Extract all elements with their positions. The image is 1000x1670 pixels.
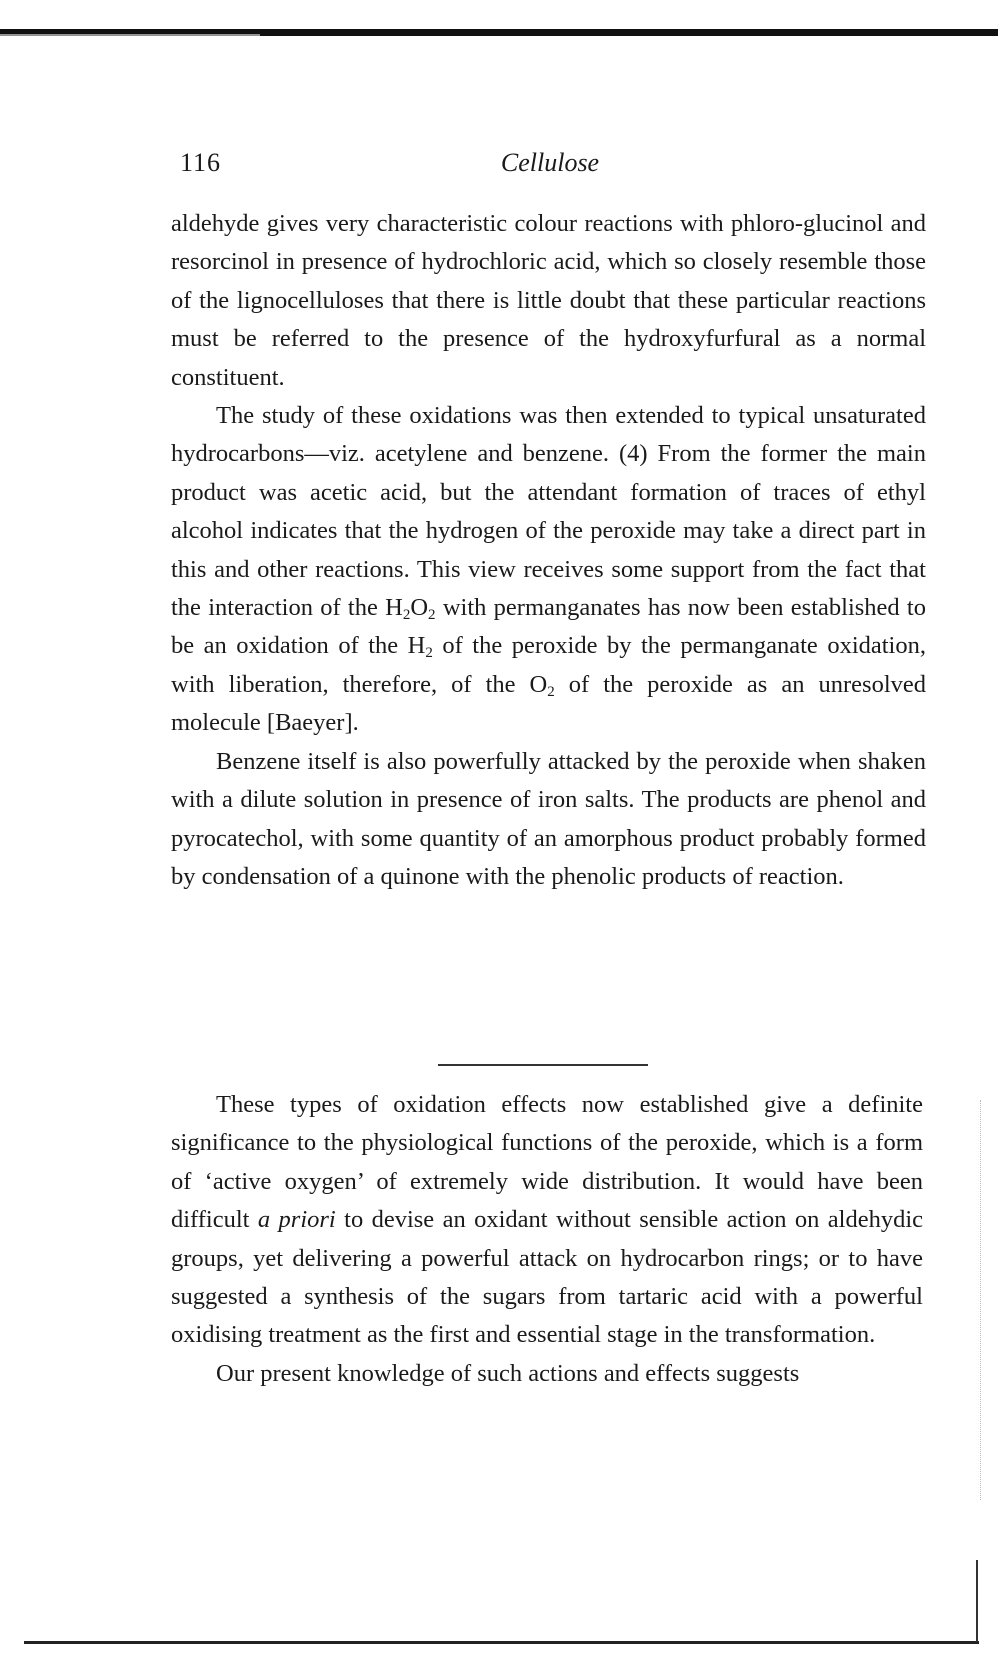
text-block-bottom bbox=[171, 1086, 923, 1393]
paragraph bbox=[171, 205, 926, 397]
right-edge-rule bbox=[976, 1560, 978, 1642]
paragraph bbox=[171, 743, 926, 897]
subscript: 2 bbox=[428, 607, 436, 624]
text-run: with permanganates has now been established to be an oxidation of the H bbox=[171, 594, 926, 660]
top-rule-fade bbox=[0, 34, 260, 37]
text-run: to devise an oxidant without sensible action on aldehydic groups, yet delivering a powerful attack on hydrocarbon rings; or to have suggested a synthesis of the sugars from tartaric acid with a powerful oxidising treatment as the first and essential stage in the transformation. bbox=[171, 1206, 924, 1349]
text-run: of the peroxide by the permanganate oxidation, with liberation, therefore, of the O bbox=[171, 632, 926, 698]
subscript: 2 bbox=[402, 607, 411, 624]
margin-dots bbox=[980, 1100, 982, 1500]
text-run: These types of oxidation effects now established give a definite significance to the physiological functions of the peroxide, which is a form of ‘active oxygen’ of extremely wide distribution. It would have been difficult bbox=[171, 1091, 923, 1234]
section-separator bbox=[438, 1064, 648, 1066]
text-block-top bbox=[171, 205, 926, 896]
paragraph bbox=[171, 397, 926, 743]
subscript: 2 bbox=[547, 683, 555, 700]
page-number: 116 bbox=[180, 148, 222, 177]
page-header bbox=[170, 148, 930, 184]
text-run: The study of these oxidations was then extended to typical unsaturated hydrocarbons—viz. acetylene and benzene. (4) From the former the main product was acetic acid, but the attendant formation of traces of ethyl alcohol indicates that the hydrogen of the peroxide may take a direct part in this and other reactions. This view receives some support from the fact that the interaction of the H bbox=[171, 402, 926, 622]
bottom-rule bbox=[24, 1641, 979, 1644]
text-run: of the peroxide as an unresolved molecule [Baeyer]. bbox=[171, 670, 926, 737]
running-title: Cellulose bbox=[500, 148, 600, 177]
text-run: aldehyde gives very characteristic colour reactions with phloro-glucinol and resorcinol in presence of hydrochloric acid, which so closely resemble those of the lignocelluloses that there is little doubt that these particular reactions must be referred to the presence of the hydroxyfurfural as a normal constituent. bbox=[171, 210, 926, 391]
paragraph bbox=[171, 1086, 923, 1355]
text-run: O bbox=[410, 594, 429, 622]
subscript: 2 bbox=[425, 645, 433, 662]
text-run: Benzene itself is also powerfully attacked by the peroxide when shaken with a dilute solution in presence of iron salts. The products are phenol and pyrocatechol, with some quantity of an amorphous product probably formed by condensation of a quinone with the phenolic products of reaction. bbox=[171, 747, 926, 890]
text-run: Our present knowledge of such actions and effects suggests bbox=[216, 1359, 800, 1387]
italic-phrase: a priori bbox=[257, 1206, 336, 1234]
paragraph bbox=[171, 1355, 923, 1393]
